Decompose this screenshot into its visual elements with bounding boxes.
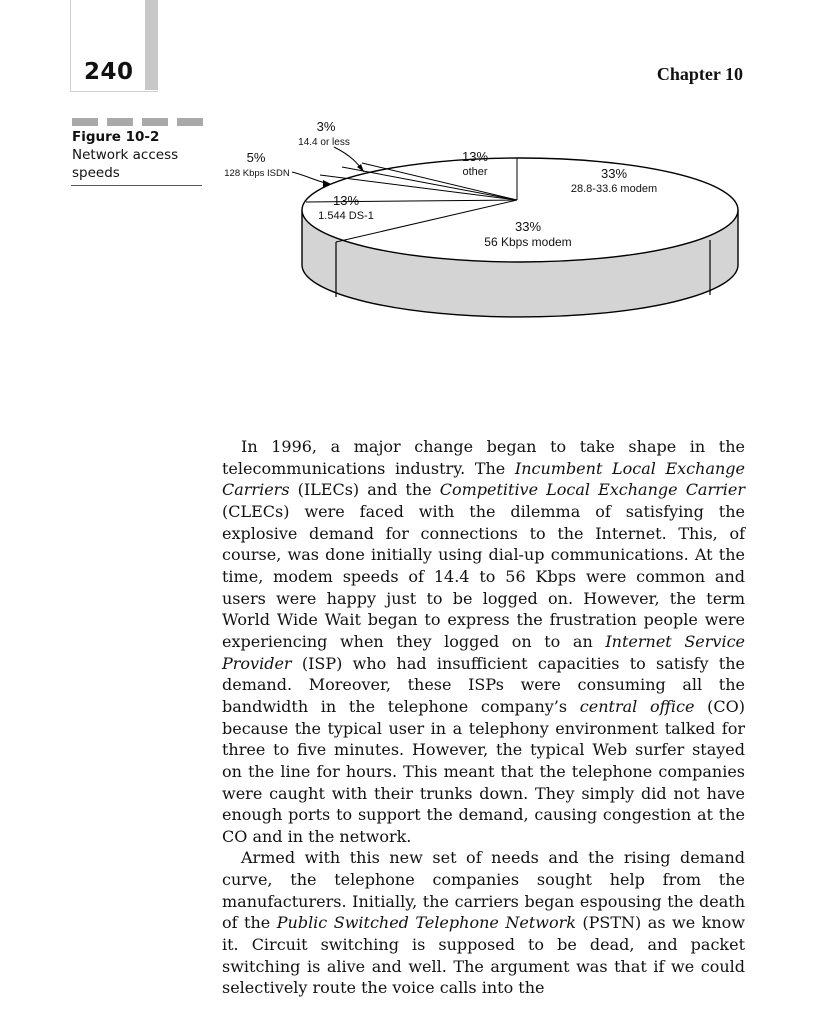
italic-term: Internet Service Provider <box>222 631 745 673</box>
slice-percent-other: 13% <box>461 149 489 164</box>
slice-name-other: other <box>462 166 488 178</box>
text-run: (ILECs) and the <box>289 480 440 500</box>
figure-caption-text: Network access speeds <box>72 147 179 181</box>
text-run: In 1996, a major change began to take shape in the telecommunications industry. The <box>222 437 745 478</box>
chapter-title: Chapter 10 <box>656 64 743 84</box>
italic-term: central office <box>579 696 695 716</box>
text-run: (PSTN) as we know it. Circuit switching is supposed to be dead, and packet switching is alive and well. The argument was that if we could selectively route the voice calls into the <box>222 913 746 998</box>
slice-name-56k: 56 Kbps modem <box>484 235 572 249</box>
italic-term: Incumbent Local Exchange Carriers <box>222 458 745 500</box>
slice-percent-56k: 33% <box>514 219 542 234</box>
slice-name-28-8: 28.8-33.6 modem <box>570 183 658 195</box>
text-run: (CO) because the typical user in a telephony environment talked for three to five minutes. However, the typical Web surfer stayed on the line for hours. This meant that the telephone companies were caught with their trunks down. They simply did not have enough ports to support the demand, causing congestion at the CO and in the network. <box>222 696 745 846</box>
text-run: (ISP) who had insufficient capacities to satisfy the demand. Moreover, these ISPs were consuming all the bandwidth in the telephone company’s <box>222 653 745 716</box>
text-run: (CLECs) were faced with the dilemma of satisfying the explosive demand for connections to the Internet. This, of course, was done initially using dial-up communications. At the time, modem speeds of 14.4 to 56 Kbps were common and users were happy just to be logged on. However, the term World Wide Wait began to express the frustration people were experiencing when they logged on to an <box>222 501 745 651</box>
text-run: Armed with this new set of needs and the rising demand curve, the telephone companies sought help from the manufacturers. Initially, the carriers began espousing the death of the <box>222 848 745 933</box>
slice-name-ds1: 1.544 DS-1 <box>318 210 374 222</box>
slice-percent-14-4: 3% <box>316 119 336 134</box>
slice-name-14-4: 14.4 or less <box>298 137 350 148</box>
pie-chart <box>0 0 827 340</box>
body-paragraph-1 <box>222 436 745 847</box>
page-number: 240 <box>84 59 134 85</box>
italic-term: Competitive Local Exchange Carrier <box>439 480 746 500</box>
body-paragraph-2 <box>222 847 745 999</box>
slice-percent-28-8: 33% <box>600 166 628 181</box>
slice-percent-isdn: 5% <box>246 150 266 165</box>
figure-label: Figure 10-2 <box>72 129 160 145</box>
body-text <box>222 436 745 999</box>
slice-percent-ds1: 13% <box>332 193 360 208</box>
slice-name-isdn: 128 Kbps ISDN <box>224 168 290 179</box>
italic-term: Public Switched Telephone Network <box>276 913 576 933</box>
